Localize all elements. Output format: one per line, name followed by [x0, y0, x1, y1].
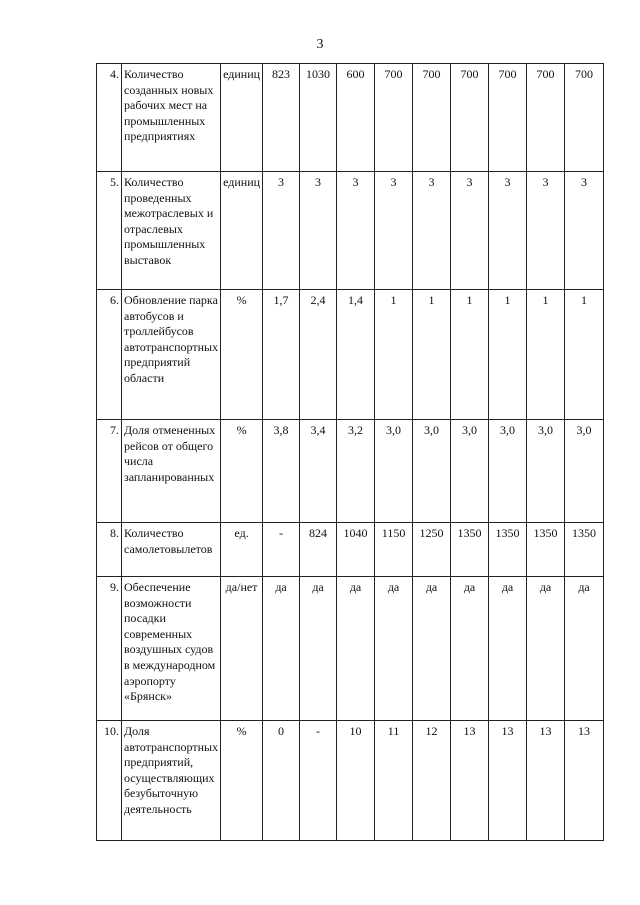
indicator-name: Количество созданных новых рабочих мест на промышленных предприятиях [122, 64, 221, 172]
value-cell: 600 [337, 64, 375, 172]
value-cell: 3,0 [565, 420, 604, 523]
table-row [97, 64, 604, 172]
indicators-table [96, 63, 604, 841]
value-cell: 3 [413, 172, 451, 290]
value-cell: да [337, 577, 375, 721]
value-cell: 1040 [337, 523, 375, 577]
indicator-name: Количество проведенных межотраслевых и отраслевых промышленных выставок [122, 172, 221, 290]
value-cell: 3 [375, 172, 413, 290]
value-cell: да [413, 577, 451, 721]
indicator-name: Доля автотранспортных предприятий, осуществляющих безубыточную деятельность [122, 721, 221, 841]
table-row [97, 420, 604, 523]
value-cell: 13 [527, 721, 565, 841]
indicator-name: Обеспечение возможности посадки современных воздушных судов в международном аэропорту «Брянск» [122, 577, 221, 721]
value-cell: да [565, 577, 604, 721]
value-cell: 1030 [300, 64, 337, 172]
value-cell: да [375, 577, 413, 721]
value-cell: 3,0 [451, 420, 489, 523]
unit-cell: да/нет [221, 577, 263, 721]
value-cell: 700 [489, 64, 527, 172]
row-number: 7. [97, 420, 122, 523]
value-cell: 700 [375, 64, 413, 172]
value-cell: 13 [451, 721, 489, 841]
value-cell: 1 [527, 290, 565, 420]
value-cell: 823 [263, 64, 300, 172]
value-cell: 12 [413, 721, 451, 841]
value-cell: да [527, 577, 565, 721]
value-cell: да [489, 577, 527, 721]
value-cell: 1,7 [263, 290, 300, 420]
unit-cell: ед. [221, 523, 263, 577]
value-cell: 3,2 [337, 420, 375, 523]
value-cell: 3 [263, 172, 300, 290]
value-cell: 1350 [527, 523, 565, 577]
value-cell: 3 [489, 172, 527, 290]
value-cell: 3 [300, 172, 337, 290]
value-cell: 3,0 [413, 420, 451, 523]
value-cell: 3,0 [375, 420, 413, 523]
indicator-name: Доля отмененных рейсов от общего числа запланированных [122, 420, 221, 523]
value-cell: 1350 [489, 523, 527, 577]
unit-cell: % [221, 290, 263, 420]
indicator-name: Количество самолетовылетов [122, 523, 221, 577]
row-number: 10. [97, 721, 122, 841]
value-cell: - [263, 523, 300, 577]
value-cell: 1350 [451, 523, 489, 577]
value-cell: 824 [300, 523, 337, 577]
value-cell: 700 [413, 64, 451, 172]
unit-cell: % [221, 721, 263, 841]
table-body [97, 64, 604, 841]
table-row [97, 523, 604, 577]
value-cell: - [300, 721, 337, 841]
row-number: 9. [97, 577, 122, 721]
value-cell: 1 [451, 290, 489, 420]
value-cell: 1 [489, 290, 527, 420]
unit-cell: единиц [221, 172, 263, 290]
value-cell: 1350 [565, 523, 604, 577]
value-cell: да [263, 577, 300, 721]
value-cell: 1 [375, 290, 413, 420]
row-number: 6. [97, 290, 122, 420]
table-row [97, 172, 604, 290]
unit-cell: % [221, 420, 263, 523]
table-row [97, 721, 604, 841]
value-cell: 1 [413, 290, 451, 420]
value-cell: 3,4 [300, 420, 337, 523]
value-cell: 1 [565, 290, 604, 420]
value-cell: 3 [337, 172, 375, 290]
table-row [97, 577, 604, 721]
value-cell: 10 [337, 721, 375, 841]
value-cell: 700 [527, 64, 565, 172]
value-cell: 3 [565, 172, 604, 290]
value-cell: 11 [375, 721, 413, 841]
indicator-name: Обновление парка автобусов и троллейбусов автотранспортных предприятий области [122, 290, 221, 420]
value-cell: 3,0 [527, 420, 565, 523]
value-cell: 2,4 [300, 290, 337, 420]
value-cell: 700 [451, 64, 489, 172]
value-cell: да [300, 577, 337, 721]
row-number: 4. [97, 64, 122, 172]
table-row [97, 290, 604, 420]
value-cell: 13 [489, 721, 527, 841]
value-cell: 1150 [375, 523, 413, 577]
row-number: 5. [97, 172, 122, 290]
value-cell: 1250 [413, 523, 451, 577]
value-cell: да [451, 577, 489, 721]
value-cell: 3 [527, 172, 565, 290]
row-number: 8. [97, 523, 122, 577]
value-cell: 0 [263, 721, 300, 841]
value-cell: 700 [565, 64, 604, 172]
value-cell: 3,8 [263, 420, 300, 523]
value-cell: 13 [565, 721, 604, 841]
unit-cell: единиц [221, 64, 263, 172]
value-cell: 1,4 [337, 290, 375, 420]
page-number: 3 [316, 37, 324, 52]
value-cell: 3,0 [489, 420, 527, 523]
value-cell: 3 [451, 172, 489, 290]
